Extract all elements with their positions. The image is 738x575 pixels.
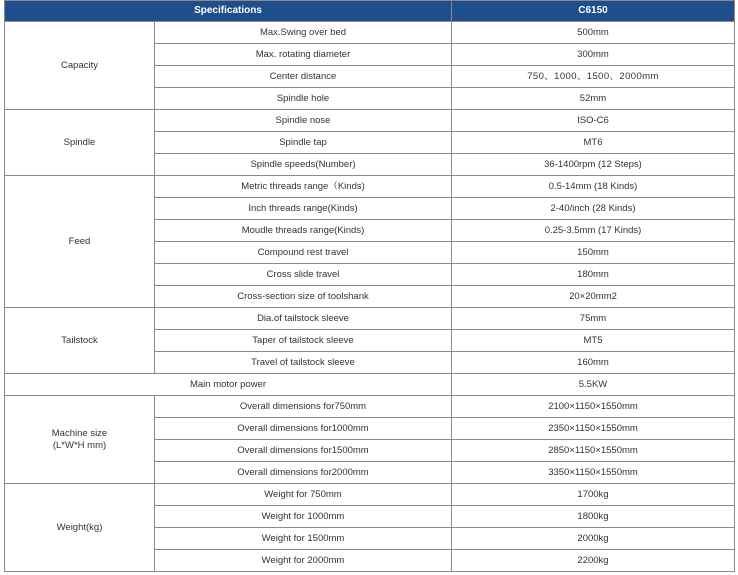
spec-value: 0.5-14mm (18 Kinds)	[452, 176, 735, 198]
spec-name: Main motor power	[5, 374, 452, 396]
spec-value: MT6	[452, 132, 735, 154]
spec-name: Spindle tap	[155, 132, 452, 154]
spec-value: 500mm	[452, 22, 735, 44]
group-label-line: Feed	[68, 235, 91, 247]
spec-value: 2100×1150×1550mm	[452, 396, 735, 418]
header-model: C6150	[452, 1, 735, 22]
spec-name: Inch threads range(Kinds)	[155, 198, 452, 220]
spec-name: Cross-section size of toolshank	[155, 286, 452, 308]
spec-name: Max. rotating diameter	[155, 44, 452, 66]
group-label	[5, 396, 155, 484]
spec-value: 2850×1150×1550mm	[452, 440, 735, 462]
group-label	[5, 110, 155, 176]
spec-name: Overall dimensions for750mm	[155, 396, 452, 418]
spec-value: ISO-C6	[452, 110, 735, 132]
group-label	[5, 484, 155, 572]
spec-name: Dia.of tailstock sleeve	[155, 308, 452, 330]
spec-value: 750、1000、1500、2000mm	[452, 66, 735, 88]
table-row	[5, 374, 735, 396]
spec-name: Compound rest travel	[155, 242, 452, 264]
spec-name: Center distance	[155, 66, 452, 88]
spec-value: 2-40/inch (28 Kinds)	[452, 198, 735, 220]
spec-value: 1800kg	[452, 506, 735, 528]
spec-name: Spindle nose	[155, 110, 452, 132]
spec-value: 2000kg	[452, 528, 735, 550]
spec-value: 0.25-3.5mm (17 Kinds)	[452, 220, 735, 242]
group-label	[5, 176, 155, 308]
spec-value: 20×20mm2	[452, 286, 735, 308]
table-row	[5, 22, 735, 44]
spec-value: 150mm	[452, 242, 735, 264]
group-label-line: (L*W*H mm)	[52, 439, 107, 451]
spec-value: 160mm	[452, 352, 735, 374]
group-label-line: Machine size	[51, 427, 108, 439]
spec-name: Spindle speeds(Number)	[155, 154, 452, 176]
spec-name: Max.Swing over bed	[155, 22, 452, 44]
spec-name: Overall dimensions for2000mm	[155, 462, 452, 484]
group-label	[5, 308, 155, 374]
spec-name: Overall dimensions for1000mm	[155, 418, 452, 440]
table-row	[5, 484, 735, 506]
spec-value: 2350×1150×1550mm	[452, 418, 735, 440]
table-row	[5, 176, 735, 198]
spec-name: Metric threads range（Kinds)	[155, 176, 452, 198]
table-body	[5, 22, 735, 572]
spec-name: Moudle threads range(Kinds)	[155, 220, 452, 242]
table-header-row	[5, 1, 735, 22]
group-label-line: Capacity	[61, 59, 98, 71]
spec-value: MT5	[452, 330, 735, 352]
spec-name: Cross slide travel	[155, 264, 452, 286]
group-label-line: Spindle	[63, 136, 96, 148]
spec-name: Weight for 2000mm	[155, 550, 452, 572]
spec-value: 180mm	[452, 264, 735, 286]
group-label	[5, 22, 155, 110]
spec-value: 52mm	[452, 88, 735, 110]
spec-name: Taper of tailstock sleeve	[155, 330, 452, 352]
table-row	[5, 396, 735, 418]
specifications-table	[4, 0, 735, 572]
spec-name: Weight for 1000mm	[155, 506, 452, 528]
spec-value: 3350×1150×1550mm	[452, 462, 735, 484]
table-row	[5, 110, 735, 132]
spec-value: 2200kg	[452, 550, 735, 572]
group-label-line: Weight(kg)	[56, 521, 103, 533]
spec-value: 300mm	[452, 44, 735, 66]
header-specifications: Specifications	[5, 1, 452, 22]
spec-name: Weight for 1500mm	[155, 528, 452, 550]
spec-value: 75mm	[452, 308, 735, 330]
spec-value: 1700kg	[452, 484, 735, 506]
spec-value: 5.5KW	[452, 374, 735, 396]
spec-name: Weight for 750mm	[155, 484, 452, 506]
group-label-line: Tailstock	[61, 334, 98, 346]
spec-value: 36-1400rpm (12 Steps)	[452, 154, 735, 176]
spec-name: Spindle hole	[155, 88, 452, 110]
spec-name: Travel of tailstock sleeve	[155, 352, 452, 374]
table-row	[5, 308, 735, 330]
spec-name: Overall dimensions for1500mm	[155, 440, 452, 462]
